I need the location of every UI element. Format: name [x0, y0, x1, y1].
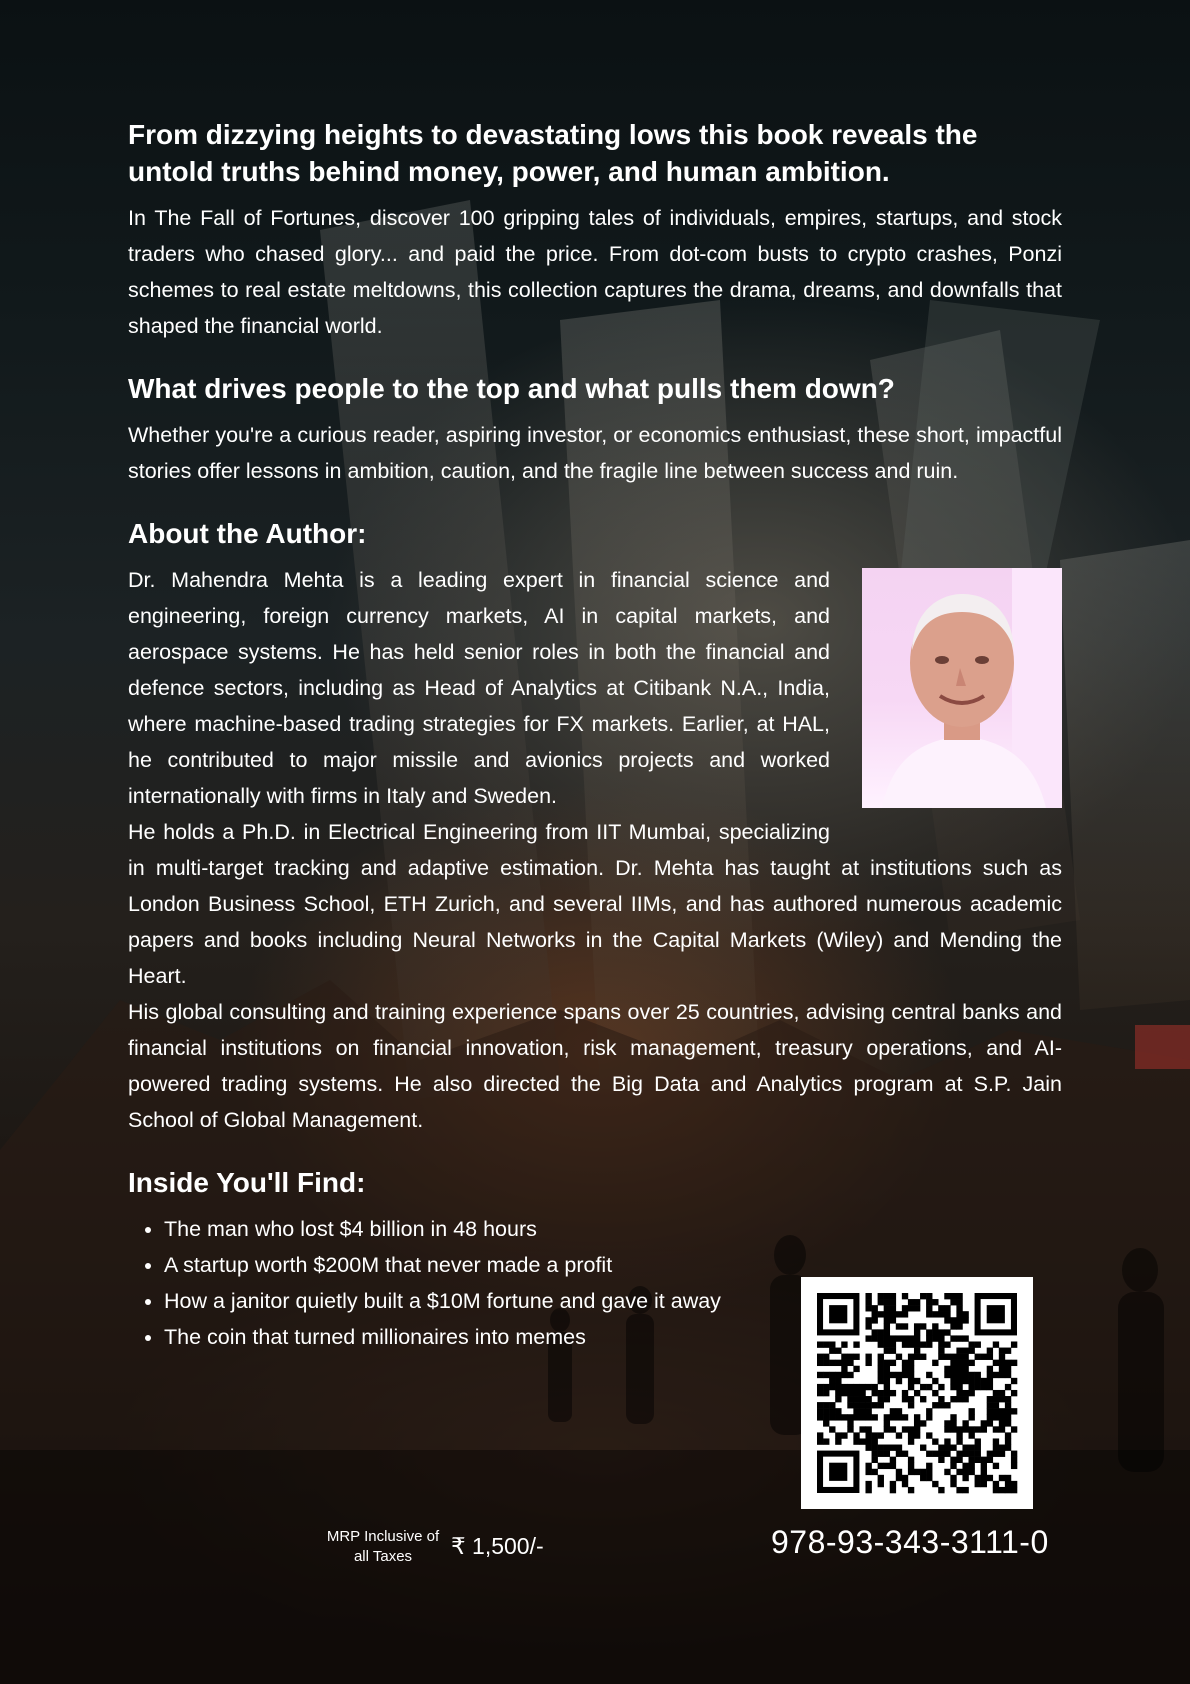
about-author-heading: About the Author: [128, 518, 367, 549]
qr-code-icon [801, 1277, 1033, 1509]
highlights-list [128, 1211, 764, 1355]
list-item: • A startup worth $200M that never made a profit [164, 1247, 764, 1283]
back-cover-content [128, 116, 1062, 1439]
reader-pitch: Whether you're a curious reader, aspiring investor, or economics enthusiast, these short, impactful stories offer lessons in ambition, caution, and the fragile line between success and ruin. [128, 423, 1062, 483]
list-item: • The man who lost $4 billion in 48 hours [164, 1211, 764, 1247]
tagline-heading: From dizzying heights to devastating lows this book reveals the untold truths behind money, power, and human ambition. [128, 119, 978, 187]
author-bio-paragraph-2: He holds a Ph.D. in Electrical Engineering from IIT Mumbai, specializing in multi-target tracking and adaptive estimation. Dr. Mehta has taught at institutions such as London Business School, ETH Zurich, and several IIMs, and has authored numerous academic papers and books including Neural Networks in the Capital Markets (Wiley) and Mending the Heart. [128, 820, 1062, 988]
book-description: In The Fall of Fortunes, discover 100 gripping tales of individuals, empires, startups, and stock traders who chased glory... and paid the price. From dot-com busts to crypto crashes, Ponzi schemes to real estate meltdowns, this collection captures the drama, dreams, and downfalls that shaped the financial world. [128, 206, 1062, 338]
list-item: • The coin that turned millionaires into memes [164, 1319, 764, 1355]
list-item: • How a janitor quietly built a $10M fortune and gave it away [164, 1283, 764, 1319]
price-value: ₹ 1,500/- [451, 1533, 544, 1559]
isbn-number: 978-93-343-3111-0 [771, 1524, 1049, 1560]
price-label: MRP Inclusive of all Taxes [326, 1528, 440, 1565]
question-heading: What drives people to the top and what pulls them down? [128, 373, 895, 404]
author-bio-paragraph-3: His global consulting and training experience spans over 25 countries, advising central banks and financial institutions on financial innovation, risk management, treasury operations, and AI-powered trading systems. He also directed the Big Data and Analytics program at S.P. Jain School of Global Management. [128, 1000, 1062, 1132]
inside-heading: Inside You'll Find: [128, 1167, 366, 1198]
author-photo [862, 568, 1062, 808]
author-portrait-icon [862, 568, 1062, 808]
author-bio-paragraph-1: Dr. Mahendra Mehta is a leading expert in financial science and engineering, foreign currency markets, AI in capital markets, and aerospace systems. He has held senior roles in both the financial and defence sectors, including as Head of Analytics at Citibank N.A., India, where machine-based trading strategies for FX markets. Earlier, at HAL, he contributed to major missile and avionics projects and worked internationally with firms in Italy and Sweden. [128, 568, 830, 808]
